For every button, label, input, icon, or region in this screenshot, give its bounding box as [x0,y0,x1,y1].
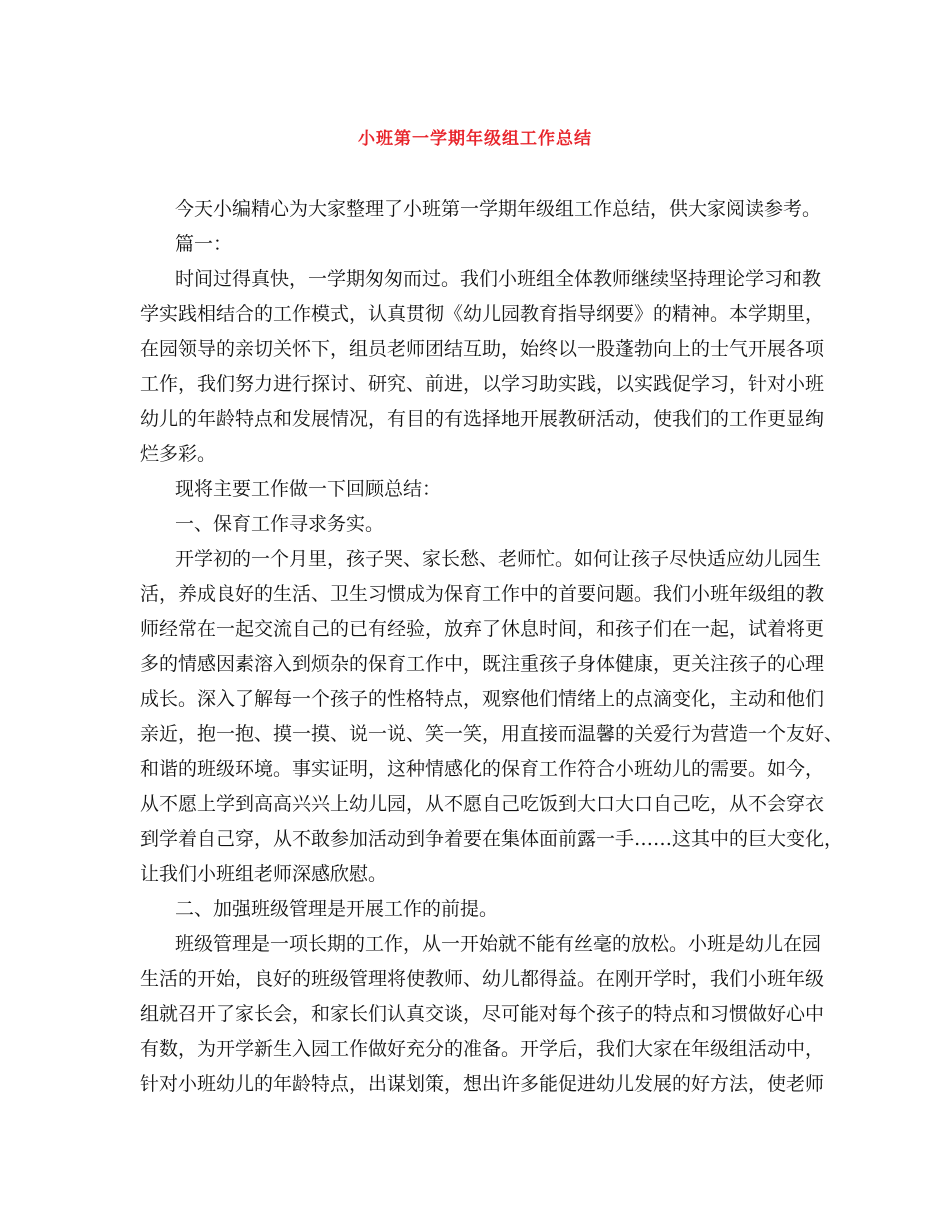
paragraph-line: 针对小班幼儿的年龄特点，出谋划策，想出许多能促进幼儿发展的好方法，使老师 [140,1073,825,1095]
section-label-line: 篇一： [175,233,233,255]
paragraph-line: 现将主要工作做一下回顾总结： [175,478,442,500]
paragraph-line: 从不愿上学到高高兴兴上幼儿园，从不愿自己吃饭到大口大口自己吃，从不会穿衣 [140,793,825,815]
document-body [140,192,844,1102]
paragraph-line: 生活的开始，良好的班级管理将使教师、幼儿都得益。在刚开学时，我们小班年级 [140,968,825,990]
paragraph-line: 成长。深入了解每一个孩子的性格特点，观察他们情绪上的点滴变化，主动和他们 [140,688,825,710]
paragraph-line: 班级管理是一项长期的工作，从一开始就不能有丝毫的放松。小班是幼儿在园 [175,933,822,955]
paragraph-line: 有数，为开学新生入园工作做好充分的准备。开学后，我们大家在年级组活动中， [140,1038,825,1060]
paragraph-line: 师经常在一起交流自己的已有经验，放弃了休息时间，和孩子们在一起，试着将更 [140,618,825,640]
paragraph-line: 和谐的班级环境。事实证明，这种情感化的保育工作符合小班幼儿的需要。如今， [140,758,825,780]
paragraph-line: 多的情感因素溶入到烦杂的保育工作中，既注重孩子身体健康，更关注孩子的心理 [140,653,825,675]
paragraph-line: 在园领导的亲切关怀下，组员老师团结互助，始终以一股蓬勃向上的士气开展各项 [140,338,825,360]
paragraph-line: 幼儿的年龄特点和发展情况，有目的有选择地开展教研活动，使我们的工作更显绚 [140,408,825,430]
paragraph-line: 烂多彩。 [140,443,217,465]
intro-paragraph-line: 今天小编精心为大家整理了小班第一学期年级组工作总结，供大家阅读参考。 [175,198,822,220]
paragraph-line: 组就召开了家长会，和家长们认真交谈，尽可能对每个孩子的特点和习惯做好心中 [140,1003,825,1025]
paragraph-line: 工作，我们努力进行探讨、研究、前进，以学习助实践，以实践促学习，针对小班 [140,373,825,395]
section-heading-line: 一、保育工作寻求务实。 [175,513,385,535]
paragraph-line: 让我们小班组老师深感欣慰。 [140,863,388,885]
paragraph-line: 开学初的一个月里，孩子哭、家长愁、老师忙。如何让孩子尽快适应幼儿园生 [175,548,822,570]
paragraph-line: 活，养成良好的生活、卫生习惯成为保育工作中的首要问题。我们小班年级组的教 [140,583,825,605]
paragraph-line: 时间过得真快，一学期匆匆而过。我们小班组全体教师继续坚持理论学习和教 [175,268,822,290]
paragraph-line: 到学着自己穿，从不敢参加活动到争着要在集体面前露一手……这其中的巨大变化， [140,828,844,850]
section-heading-line: 二、加强班级管理是开展工作的前提。 [175,898,499,920]
paragraph-line: 学实践相结合的工作模式，认真贯彻《幼儿园教育指导纲要》的精神。本学期里， [140,303,825,325]
document-title: 小班第一学期年级组工作总结 [358,129,592,149]
paragraph-line: 亲近，抱一抱、摸一摸、说一说、笑一笑，用直接而温馨的关爱行为营造一个友好、 [140,723,844,745]
